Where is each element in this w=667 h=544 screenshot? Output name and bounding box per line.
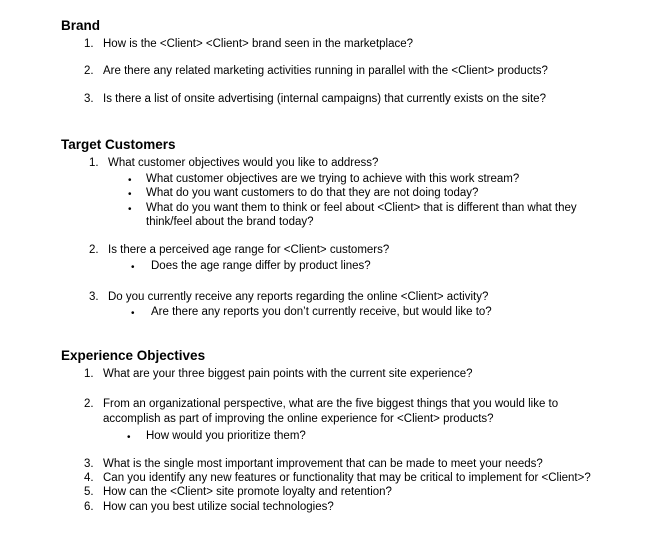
target-item-1-number: 1. [89, 157, 99, 169]
experience-item-1-text: What are your three biggest pain points with the current site experience? [103, 368, 473, 380]
target-item-3-text: Do you currently receive any reports regarding the online <Client> activity? [108, 291, 489, 303]
brand-item-1-number: 1. [84, 38, 94, 50]
target-item-2-number: 2. [89, 244, 99, 256]
experience-item-1-number: 1. [84, 368, 94, 380]
target-item-1-bullet-3: What do you want them to think or feel about <Client> that is different than what they [146, 202, 577, 214]
experience-item-2-text: From an organizational perspective, what are the five biggest things that you would like to [103, 398, 559, 410]
bullet-marker: • [131, 308, 135, 319]
target-item-1-bullet-2: What do you want customers to do that they are not doing today? [146, 187, 479, 199]
experience-item-4-text: Can you identify any new features or functionality that may be critical to implement for <Client>? [103, 472, 591, 484]
brand-item-1-text: How is the <Client> <Client> brand seen in the marketplace? [103, 38, 414, 50]
brand-item-3-text: Is there a list of onsite advertising (internal campaigns) that currently exists on the site? [103, 93, 546, 105]
target-item-2-text: Is there a perceived age range for <Client> customers? [108, 244, 390, 256]
target-item-3-number: 3. [89, 291, 99, 303]
experience-item-4-number: 4. [84, 472, 94, 484]
brand-item-2-number: 2. [84, 65, 94, 77]
section-heading-brand: Brand [61, 18, 101, 33]
experience-item-2-number: 2. [84, 398, 94, 410]
target-item-1-bullet-1: What customer objectives are we trying to achieve with this work stream? [146, 173, 520, 185]
target-item-3-bullet-1: Are there any reports you don’t currently receive, but would like to? [151, 306, 492, 318]
experience-item-5-number: 5. [84, 486, 94, 498]
experience-item-3-text: What is the single most important improvement that can be made to meet your needs? [103, 458, 543, 470]
target-item-1-bullet-3-cont: think/feel about the brand today? [146, 216, 314, 228]
bullet-marker: • [127, 432, 131, 443]
experience-item-5-text: How can the <Client> site promote loyalty and retention? [103, 486, 392, 498]
section-heading-target-customers: Target Customers [61, 137, 176, 152]
experience-item-6-number: 6. [84, 501, 94, 513]
target-item-1-text: What customer objectives would you like to address? [108, 157, 379, 169]
bullet-marker: • [128, 175, 132, 186]
target-item-2-bullet-1: Does the age range differ by product lines? [151, 260, 371, 272]
brand-item-3-number: 3. [84, 93, 94, 105]
experience-item-2-text-cont: accomplish as part of improving the online experience for <Client> products? [103, 413, 494, 425]
brand-item-2-text: Are there any related marketing activities running in parallel with the <Client> products? [103, 65, 548, 77]
section-heading-experience-objectives: Experience Objectives [61, 348, 206, 363]
experience-item-3-number: 3. [84, 458, 94, 470]
experience-item-6-text: How can you best utilize social technologies? [103, 501, 334, 513]
bullet-marker: • [128, 189, 132, 200]
bullet-marker: • [128, 204, 132, 215]
experience-item-2-bullet-1: How would you prioritize them? [146, 430, 306, 442]
bullet-marker: • [131, 262, 135, 273]
